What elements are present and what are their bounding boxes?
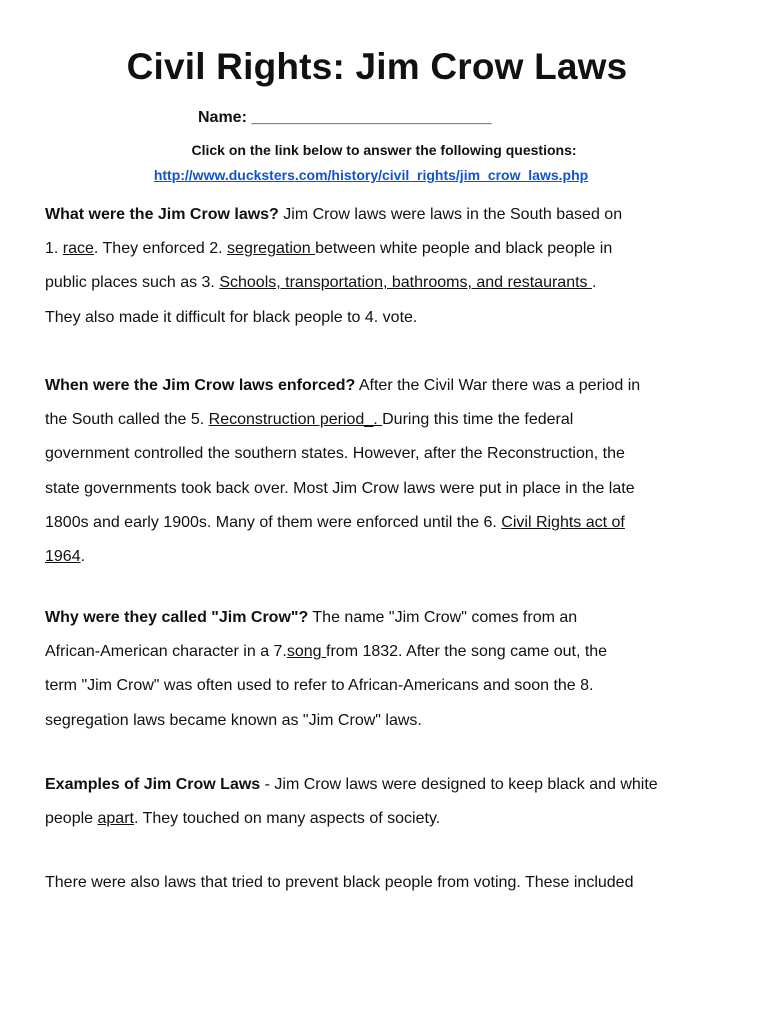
text-fragment: between white people and black people in bbox=[315, 240, 613, 258]
section-what bbox=[45, 198, 735, 335]
answer-2: segregation bbox=[227, 240, 316, 258]
section-why bbox=[45, 601, 735, 738]
section-what-line-1 bbox=[45, 198, 735, 232]
section-when-line-4: state governments took back over. Most Jim Crow laws were put in place in the late bbox=[45, 479, 635, 497]
name-label: Name: bbox=[198, 109, 247, 126]
source-link[interactable]: http://www.ducksters.com/history/civil_rights/jim_crow_laws.php bbox=[153, 167, 589, 183]
section-why-line-2 bbox=[45, 635, 735, 669]
name-blank: ___________________________ bbox=[251, 109, 492, 126]
text-fragment: African-American character in a 7. bbox=[45, 643, 287, 661]
text-fragment: During this time the federal bbox=[382, 411, 574, 429]
text-fragment: . bbox=[591, 274, 597, 292]
text-fragment: people bbox=[45, 810, 98, 828]
section-why-line-4: segregation laws became known as "Jim Crow" laws. bbox=[45, 711, 422, 729]
section-when-text: After the Civil War there was a period in bbox=[355, 377, 641, 394]
answer-1: race bbox=[62, 240, 94, 258]
text-fragment: 1. bbox=[45, 240, 63, 258]
instruction-text: Click on the link below to answer the following questions: bbox=[191, 142, 577, 158]
answer-6-cont: 1964 bbox=[45, 548, 81, 566]
section-when-line-1 bbox=[45, 369, 735, 403]
section-when-line-5 bbox=[45, 506, 735, 540]
section-why-line-1 bbox=[45, 601, 735, 635]
section-when bbox=[45, 369, 735, 574]
section-when-line-3: government controlled the southern states. However, after the Reconstruction, the bbox=[45, 445, 625, 463]
section-why-heading: Why were they called "Jim Crow"? bbox=[45, 609, 309, 626]
section-when-line-6 bbox=[45, 540, 735, 574]
answer-7: song bbox=[286, 643, 327, 661]
answer-5: Reconstruction period_. bbox=[208, 411, 383, 429]
section-when-heading: When were the Jim Crow laws enforced? bbox=[45, 377, 356, 394]
section-what-line-3 bbox=[45, 266, 735, 300]
text-fragment: from 1832. After the song came out, the bbox=[326, 643, 608, 661]
text-fragment: the South called the 5. bbox=[45, 411, 209, 429]
section-what-heading: What were the Jim Crow laws? bbox=[45, 206, 279, 223]
text-fragment: . They enforced 2. bbox=[93, 240, 228, 258]
section-voting-line-1: There were also laws that tried to prevent black people from voting. These included bbox=[45, 874, 634, 891]
section-what-line-2 bbox=[45, 232, 735, 266]
section-why-line-3: term "Jim Crow" was often used to refer to African-Americans and soon the 8. bbox=[45, 677, 594, 695]
text-fragment: . They touched on many aspects of society. bbox=[133, 810, 441, 828]
section-examples-line-1 bbox=[45, 768, 735, 802]
section-examples-text: - Jim Crow laws were designed to keep black and white bbox=[260, 776, 658, 793]
answer-6: Civil Rights act of bbox=[501, 513, 625, 531]
section-examples-line-2 bbox=[45, 802, 735, 836]
section-examples-heading: Examples of Jim Crow Laws bbox=[45, 776, 261, 793]
section-voting bbox=[45, 866, 735, 900]
section-why-text: The name "Jim Crow" comes from an bbox=[308, 609, 578, 626]
section-what-line-4: They also made it difficult for black people to 4. vote. bbox=[45, 308, 418, 326]
text-fragment: 1800s and early 1900s. Many of them were enforced until the 6. bbox=[45, 513, 502, 531]
text-fragment: public places such as 3. bbox=[45, 274, 220, 292]
page-title: Civil Rights: Jim Crow Laws bbox=[126, 46, 628, 87]
section-when-line-2 bbox=[45, 403, 735, 437]
answer-3: Schools, transportation, bathrooms, and restaurants bbox=[219, 274, 592, 292]
answer-9: apart bbox=[97, 810, 134, 828]
section-what-text: Jim Crow laws were laws in the South based on bbox=[278, 206, 623, 223]
text-fragment: . bbox=[80, 548, 86, 566]
section-examples bbox=[45, 768, 735, 836]
name-field bbox=[198, 109, 492, 127]
